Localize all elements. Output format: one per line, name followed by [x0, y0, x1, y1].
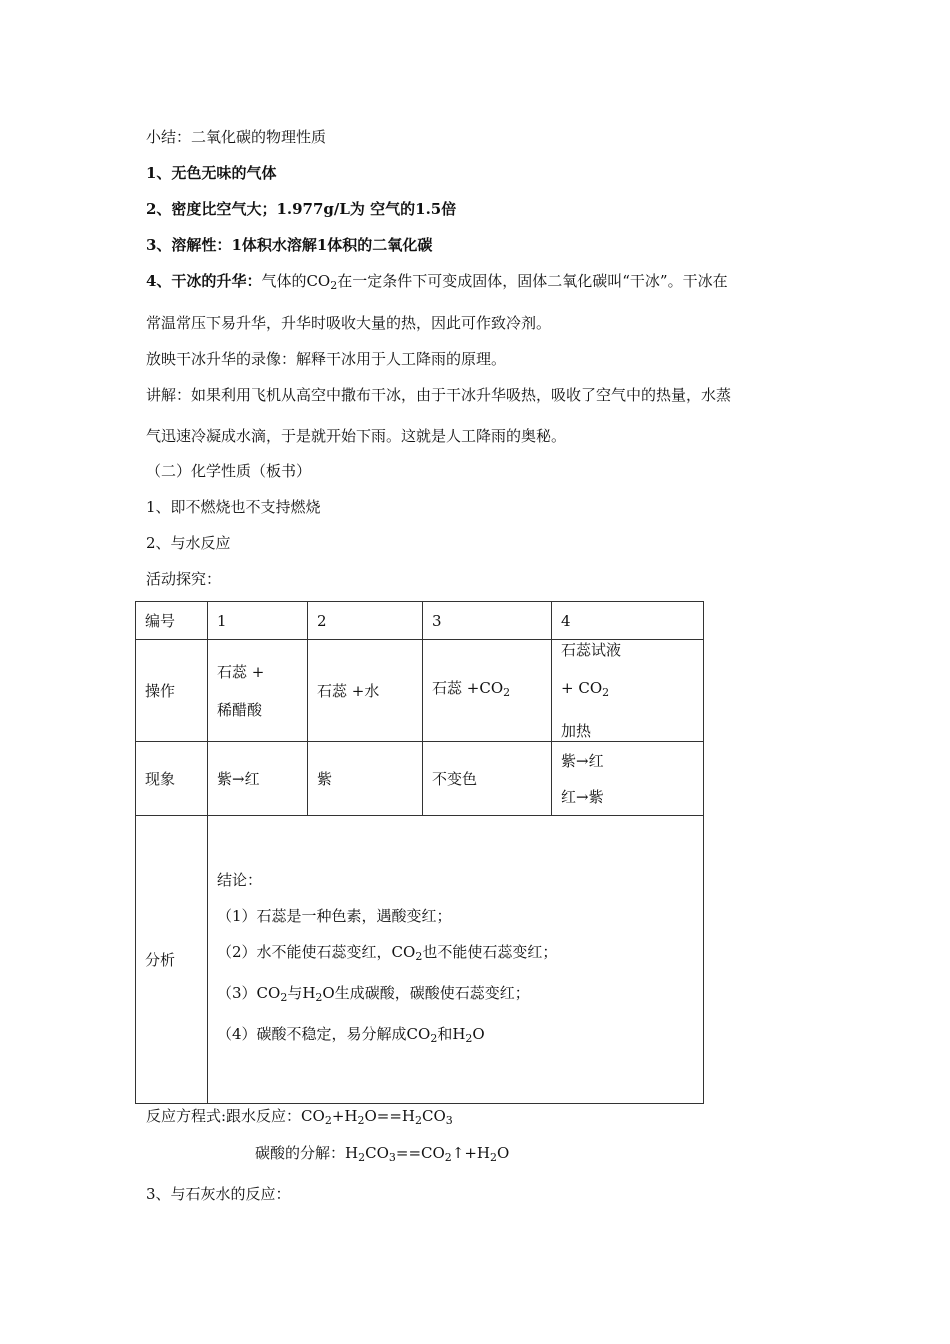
- summary-item-4-label: 4、干冰的升华：: [146, 272, 262, 290]
- conclusion-3-c: O生成碳酸，碳酸使石蕊变红；: [322, 984, 530, 1002]
- phenomenon-4: [552, 742, 704, 816]
- summary-item-4-continuation: 常温常压下易升华，升华时吸收大量的热，因此可作致冷剂。: [146, 314, 552, 332]
- row-label-analysis: 分析: [136, 816, 208, 1104]
- conclusion-4-b: 和H: [437, 1025, 466, 1043]
- op-3: [423, 640, 552, 742]
- equation-water: [146, 1106, 453, 1131]
- op-4-line-3: 加热: [561, 722, 592, 740]
- subscript: 2: [415, 1114, 423, 1127]
- row-label-number: 编号: [136, 602, 208, 640]
- summary-item-3: 3、溶解性：1体积水溶解1体积的二氧化碳: [146, 236, 433, 254]
- equation-water-b: +H: [331, 1107, 358, 1125]
- chem-item-2: 2、与水反应: [146, 534, 231, 552]
- conclusion-4-a: （4）碳酸不稳定，易分解成CO: [217, 1025, 431, 1043]
- conclusion-3: [217, 983, 694, 1008]
- row-label-operation: 操作: [136, 640, 208, 742]
- conclusion-3-a: （3）CO: [217, 984, 281, 1002]
- equation-water-d: CO: [422, 1107, 446, 1125]
- video-note: 放映干冰升华的录像：解释干冰用于人工降雨的原理。: [146, 350, 507, 368]
- summary-item-1: 1、无色无味的气体: [146, 164, 277, 182]
- phenomenon-4-line-1: 紫→红: [561, 751, 604, 770]
- table-row-analysis: [136, 816, 704, 1104]
- conclusion-4: [217, 1024, 694, 1049]
- subscript: 2: [280, 991, 288, 1004]
- op-2: 石蕊 +水: [308, 640, 423, 742]
- op-1-line-2: 稀醋酸: [217, 700, 263, 719]
- op-3-text: 石蕊 +CO: [432, 679, 504, 697]
- op-4: [552, 640, 704, 742]
- conclusion-2: [217, 942, 694, 967]
- summary-item-4-text: 气体的CO: [261, 272, 331, 290]
- equation-water-a: 反应方程式:跟水反应：CO: [146, 1107, 325, 1125]
- spacer: [561, 771, 694, 787]
- subscript: 2: [465, 1032, 473, 1045]
- subscript: 2: [415, 950, 423, 963]
- equation-water-c: O==H: [364, 1107, 416, 1125]
- subscript: 2: [602, 686, 610, 699]
- phenomenon-2: 紫: [308, 742, 423, 816]
- equation-decomp-a: 碳酸的分解：H: [255, 1144, 359, 1162]
- explanation-line-2: 气迅速冷凝成水滴，于是就开始下雨。这就是人工降雨的奥秘。: [146, 427, 567, 445]
- chem-heading: （二）化学性质（板书）: [146, 462, 312, 480]
- subscript: 2: [444, 1151, 452, 1164]
- table-row-operation: [136, 640, 704, 742]
- subscript: 2: [430, 1032, 438, 1045]
- subscript: 2: [315, 991, 323, 1004]
- subscript: 2: [357, 1114, 365, 1127]
- analysis-cell: [208, 816, 704, 1104]
- table-row-phenomenon: [136, 742, 704, 816]
- number-1: 1: [208, 602, 308, 640]
- equation-decomp-e: O: [497, 1144, 510, 1162]
- conclusion-2-a: （2）水不能使石蕊变红，CO: [217, 943, 416, 961]
- op-1-line-1: 石蕊 +: [217, 662, 265, 681]
- subscript: 2: [324, 1114, 332, 1127]
- op-1: [208, 640, 308, 742]
- phenomenon-1: 紫→红: [208, 742, 308, 816]
- op-4-line-2: [561, 678, 694, 703]
- summary-item-2: 2、密度比空气大；1.977g/L为 空气的1.5倍: [146, 200, 457, 218]
- explanation-line-1: 讲解：如果利用飞机从高空中撒布干冰，由于干冰升华吸热，吸收了空气中的热量，水蒸: [146, 386, 732, 404]
- spacer: [561, 703, 694, 721]
- subscript: 2: [330, 279, 338, 292]
- number-3: 3: [423, 602, 552, 640]
- op-4-line-1: 石蕊试液: [561, 641, 622, 659]
- subscript: 2: [503, 686, 511, 699]
- subscript: 2: [358, 1151, 366, 1164]
- equation-decomp-c: ==CO: [395, 1144, 445, 1162]
- conclusion-1: （1）石蕊是一种色素，遇酸变红；: [217, 907, 452, 925]
- chem-item-1: 1、即不燃烧也不支持燃烧: [146, 498, 321, 516]
- conclusion-label: 结论：: [217, 871, 263, 889]
- equation-decomposition: [255, 1143, 509, 1168]
- conclusion-4-c: O: [472, 1025, 485, 1043]
- number-4: 4: [552, 602, 704, 640]
- activity-label: 活动探究：: [146, 570, 222, 588]
- phenomenon-4-line-2: 红→紫: [561, 787, 604, 806]
- number-2: 2: [308, 602, 423, 640]
- subscript: 2: [490, 1151, 498, 1164]
- summary-title: 小结：二氧化碳的物理性质: [146, 128, 327, 146]
- spacer: [217, 682, 298, 700]
- subscript: 3: [388, 1151, 396, 1164]
- equation-decomp-b: CO: [365, 1144, 389, 1162]
- table-row-number: [136, 602, 704, 640]
- summary-item-4-text-rest: 在一定条件下可变成固体，固体二氧化碳叫“干冰”。干冰在: [337, 272, 728, 290]
- row-label-phenomenon: 现象: [136, 742, 208, 816]
- limewater-heading: 3、与石灰水的反应：: [146, 1185, 291, 1203]
- op-4-line-2-text: + CO: [561, 679, 603, 697]
- phenomenon-3: 不变色: [423, 742, 552, 816]
- spacer: [561, 660, 694, 678]
- experiment-table: [135, 601, 704, 1104]
- subscript: 3: [445, 1114, 453, 1127]
- equation-decomp-d: ↑+H: [451, 1144, 491, 1162]
- conclusion-3-b: 与H: [287, 984, 316, 1002]
- conclusion-2-b: 也不能使石蕊变红；: [422, 943, 558, 961]
- summary-item-4: [146, 271, 728, 296]
